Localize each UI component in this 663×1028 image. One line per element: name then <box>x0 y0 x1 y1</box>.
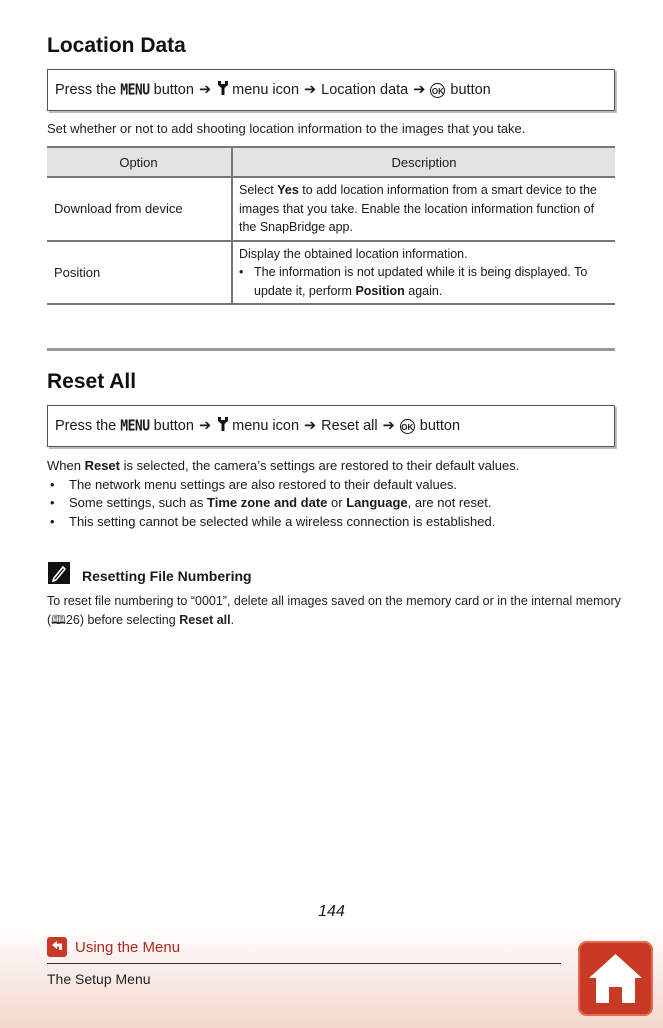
nav-button-text: button <box>153 82 194 98</box>
nav-press-text: Press the <box>55 418 117 434</box>
page-number: 144 <box>318 903 345 920</box>
list-item: • Some settings, such as Time zone and date or Language, are not reset. <box>50 495 492 510</box>
back-arrow-icon <box>47 937 67 957</box>
section-divider <box>47 348 615 351</box>
footer-rule <box>47 963 561 964</box>
ok-button-icon: OK <box>400 419 415 434</box>
option-description: Select Yes to add location information from a smart device to the images that you take. Enable the location information function of the SnapBridge app. <box>232 177 615 241</box>
table-row <box>47 177 615 241</box>
link-label: Using the Menu <box>75 938 181 956</box>
table-header-description: Description <box>232 147 615 177</box>
table-row <box>47 241 615 305</box>
table-header-option: Option <box>47 147 232 177</box>
nav-menu-icon-text: menu icon <box>232 418 300 434</box>
page-reference-link[interactable]: 26 <box>65 612 80 627</box>
home-icon <box>578 941 653 1016</box>
arrow-right-icon: ➔ <box>198 418 212 434</box>
arrow-right-icon: ➔ <box>304 418 317 434</box>
note-title: Resetting File Numbering <box>82 568 252 584</box>
ok-button-icon: OK <box>430 83 445 98</box>
option-download-from-device: Download from device <box>47 177 232 241</box>
nav-press-text: Press the <box>55 82 117 98</box>
nav-menu-icon-text: menu icon <box>232 82 300 98</box>
note-body: To reset file numbering to “0001”, delete all images saved on the memory card or in the internal memory (🕮26) before selecting Reset all. <box>47 594 621 627</box>
list-item: • The network menu settings are also restored to their default values. <box>50 476 458 492</box>
arrow-right-icon: ➔ <box>304 82 317 98</box>
menu-path-box <box>47 69 615 111</box>
options-table <box>47 146 615 305</box>
list-item: • This setting cannot be selected while a wireless connection is established. <box>50 513 496 529</box>
book-icon: 🕮 <box>51 612 66 627</box>
menu-path-box <box>47 405 615 447</box>
nav-target-text: Reset all <box>321 418 378 434</box>
arrow-right-icon: ➔ <box>198 82 212 98</box>
option-position: Position <box>47 241 232 305</box>
menu-button-label: MENU <box>120 417 150 435</box>
nav-end-text: button <box>450 82 491 98</box>
wrench-icon <box>218 417 228 435</box>
reset-intro: When Reset is selected, the camera’s settings are restored to their default values. <box>47 458 520 473</box>
wrench-icon <box>218 81 228 99</box>
nav-end-text: button <box>419 418 461 434</box>
arrow-right-icon: ➔ <box>382 418 395 434</box>
section-title-location-data: Location Data <box>47 34 186 57</box>
arrow-right-icon: ➔ <box>413 82 426 98</box>
nav-target-text: Location data <box>321 82 409 98</box>
reset-all-text <box>47 457 632 531</box>
pencil-note-icon <box>48 562 70 584</box>
nav-button-text: button <box>153 418 194 434</box>
option-description: Display the obtained location information. • The information is not updated while it is being displayed. To update it, perform Position again. <box>232 241 615 305</box>
section-title-reset-all: Reset All <box>47 370 137 393</box>
section-intro: Set whether or not to add shooting location information to the images that you take. <box>47 121 526 136</box>
home-button[interactable] <box>578 941 653 1016</box>
menu-button-label: MENU <box>120 81 150 99</box>
using-the-menu-link[interactable] <box>47 937 180 957</box>
footer-subtitle: The Setup Menu <box>47 971 151 987</box>
